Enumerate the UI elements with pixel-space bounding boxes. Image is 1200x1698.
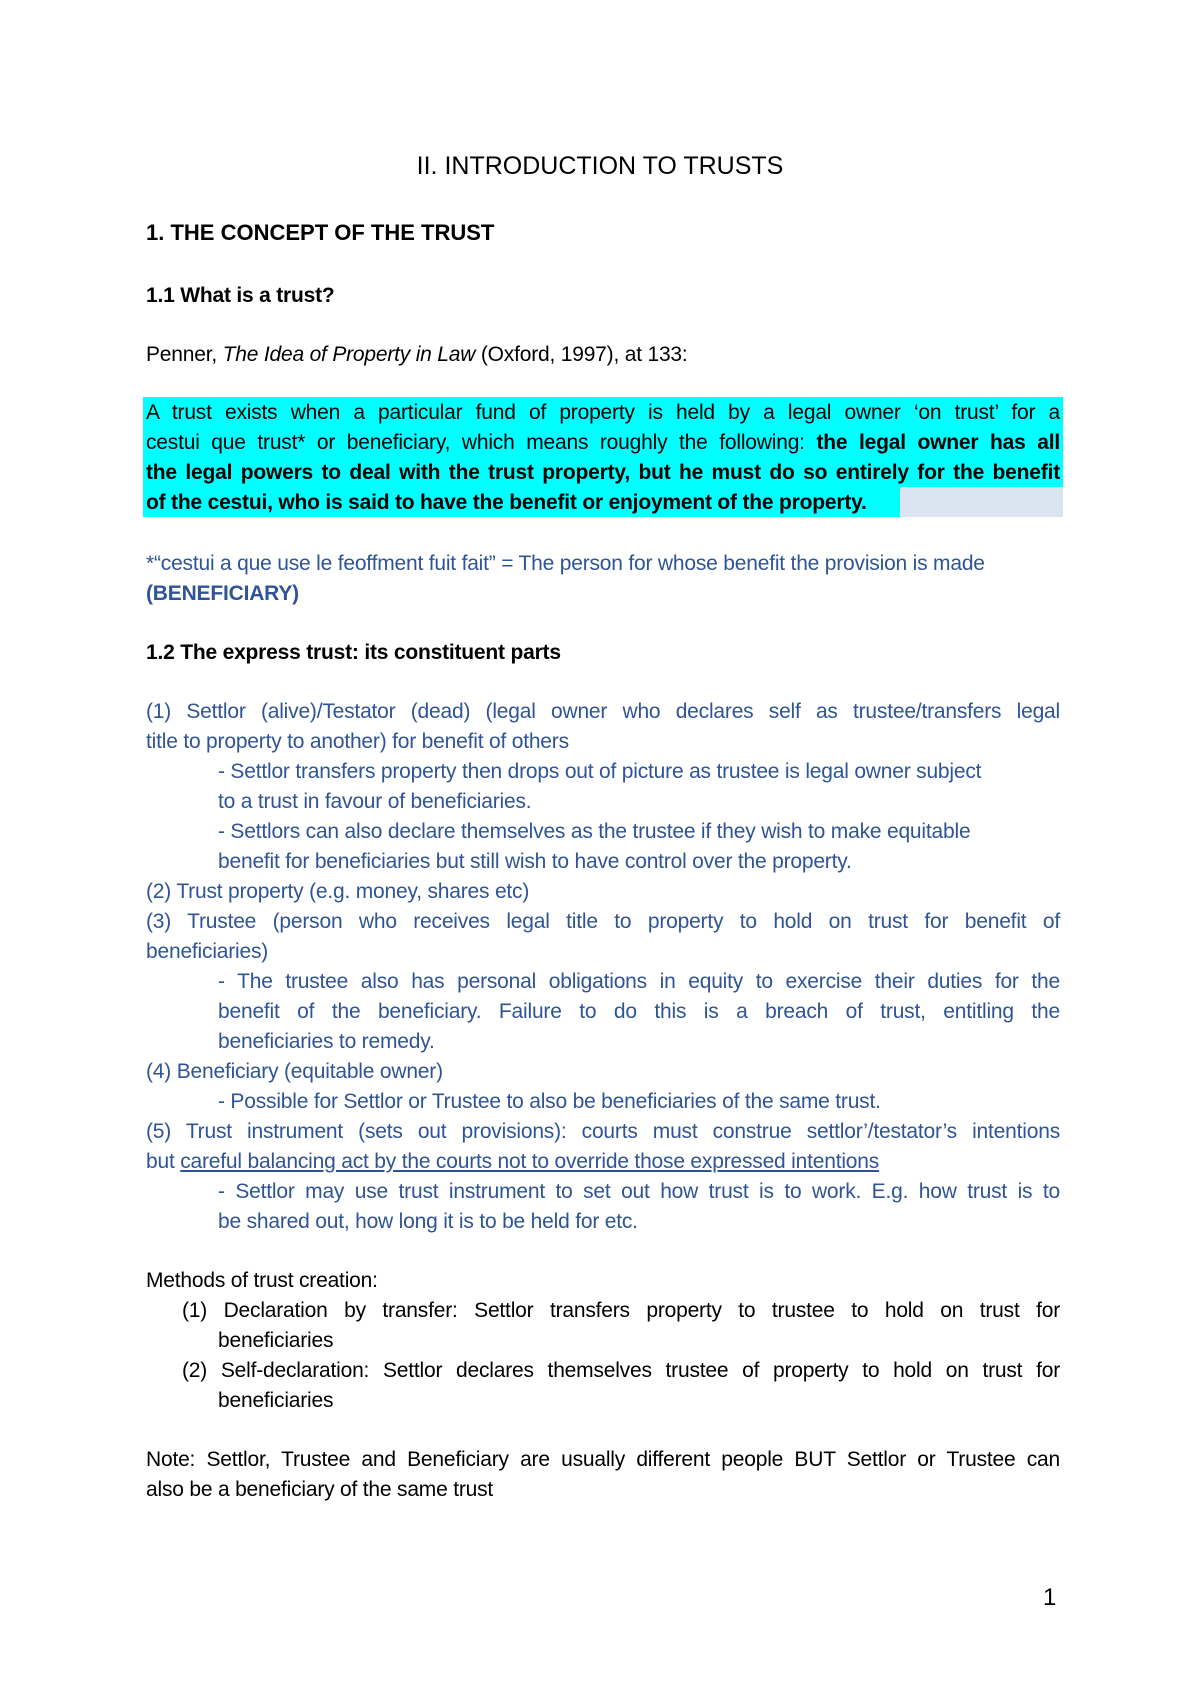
quote-line-2-plain: cestui que trust* or beneficiary, which means roughly the following: [146, 431, 817, 454]
part-1-sub-1-line-2: to a trust in favour of beneficiaries. [218, 790, 532, 813]
citation-author: Penner, [146, 343, 223, 366]
methods-heading: Methods of trust creation: [146, 1269, 378, 1292]
document-title: II. INTRODUCTION TO TRUSTS [416, 152, 784, 180]
part-5-sub-line-2: be shared out, how long it is to be held for etc. [218, 1210, 638, 1233]
section-heading-concept: 1. THE CONCEPT OF THE TRUST [146, 220, 495, 245]
part-3-sub-line-3: beneficiaries to remedy. [218, 1030, 435, 1053]
method-2-line-1: (2) Self-declaration: Settlor declares themselves trustee of property to hold on trust for [182, 1359, 1060, 1382]
method-1-line-1: (1) Declaration by transfer: Settlor transfers property to trustee to hold on trust for [182, 1299, 1060, 1322]
part-3-sub-line-2: benefit of the beneficiary. Failure to do this is a breach of trust, entitling the [218, 1000, 1060, 1023]
part-5-sub-line-1: - Settlor may use trust instrument to set out how trust is to work. E.g. how trust is to [218, 1180, 1060, 1203]
citation [146, 340, 1060, 370]
quote-line-2-bold: the legal owner has all [816, 431, 1061, 454]
citation-details: (Oxford, 1997), at 133: [475, 343, 688, 366]
part-1-line-1: (1) Settlor (alive)/Testator (dead) (legal owner who declares self as trustee/transfers legal [146, 700, 1060, 723]
part-1-sub-2-line-1: - Settlors can also declare themselves as the trustee if they wish to make equitable [218, 820, 971, 843]
part-3-line-2: beneficiaries) [146, 940, 269, 963]
citation-book-title: The Idea of Property in Law [222, 343, 476, 366]
part-5-line-2-underlined: careful balancing act by the courts not to override those expressed intentions [180, 1150, 880, 1173]
part-3-sub-line-1: - The trustee also has personal obligations in equity to exercise their duties for the [218, 970, 1060, 993]
method-1-line-2: beneficiaries [218, 1329, 334, 1352]
part-4: (4) Beneficiary (equitable owner) [146, 1060, 443, 1083]
quote-line-4: of the cestui, who is said to have the benefit or enjoyment of the property. [146, 491, 867, 514]
note-line-1: Note: Settlor, Trustee and Beneficiary are usually different people BUT Settlor or Trustee can [146, 1448, 1060, 1471]
cestui-note-line-1: *“cestui a que use le feoffment fuit fait” = The person for whose benefit the provision is made [146, 552, 985, 575]
page-number: 1 [1043, 1584, 1057, 1611]
subheading-what-is-a-trust: 1.1 What is a trust? [146, 284, 335, 307]
part-5-line-2 [146, 1147, 1060, 1177]
part-1-sub-1-line-1: - Settlor transfers property then drops out of picture as trustee is legal owner subject [218, 760, 982, 783]
part-1-line-2: title to property to another) for benefit of others [146, 730, 569, 753]
part-3-line-1: (3) Trustee (person who receives legal title to property to hold on trust for benefit of [146, 910, 1060, 933]
quote-line-3: the legal powers to deal with the trust property, but he must do so entirely for the benefit [146, 461, 1060, 484]
subheading-express-trust: 1.2 The express trust: its constituent parts [146, 641, 561, 664]
note-line-2: also be a beneficiary of the same trust [146, 1478, 494, 1501]
quote-line-1: A trust exists when a particular fund of property is held by a legal owner ‘on trust’ for a [146, 401, 1060, 424]
part-2: (2) Trust property (e.g. money, shares etc) [146, 880, 530, 903]
part-5-line-1: (5) Trust instrument (sets out provisions): courts must construe settlor’/testator’s intentions [146, 1120, 1060, 1143]
part-5-line-2-plain: but [146, 1150, 181, 1173]
part-1-sub-2-line-2: benefit for beneficiaries but still wish to have control over the property. [218, 850, 852, 873]
cestui-note-line-2: (BENEFICIARY) [146, 582, 299, 605]
part-4-sub: - Possible for Settlor or Trustee to also be beneficiaries of the same trust. [218, 1090, 881, 1113]
quote-line-2 [146, 428, 1060, 458]
method-2-line-2: beneficiaries [218, 1389, 334, 1412]
